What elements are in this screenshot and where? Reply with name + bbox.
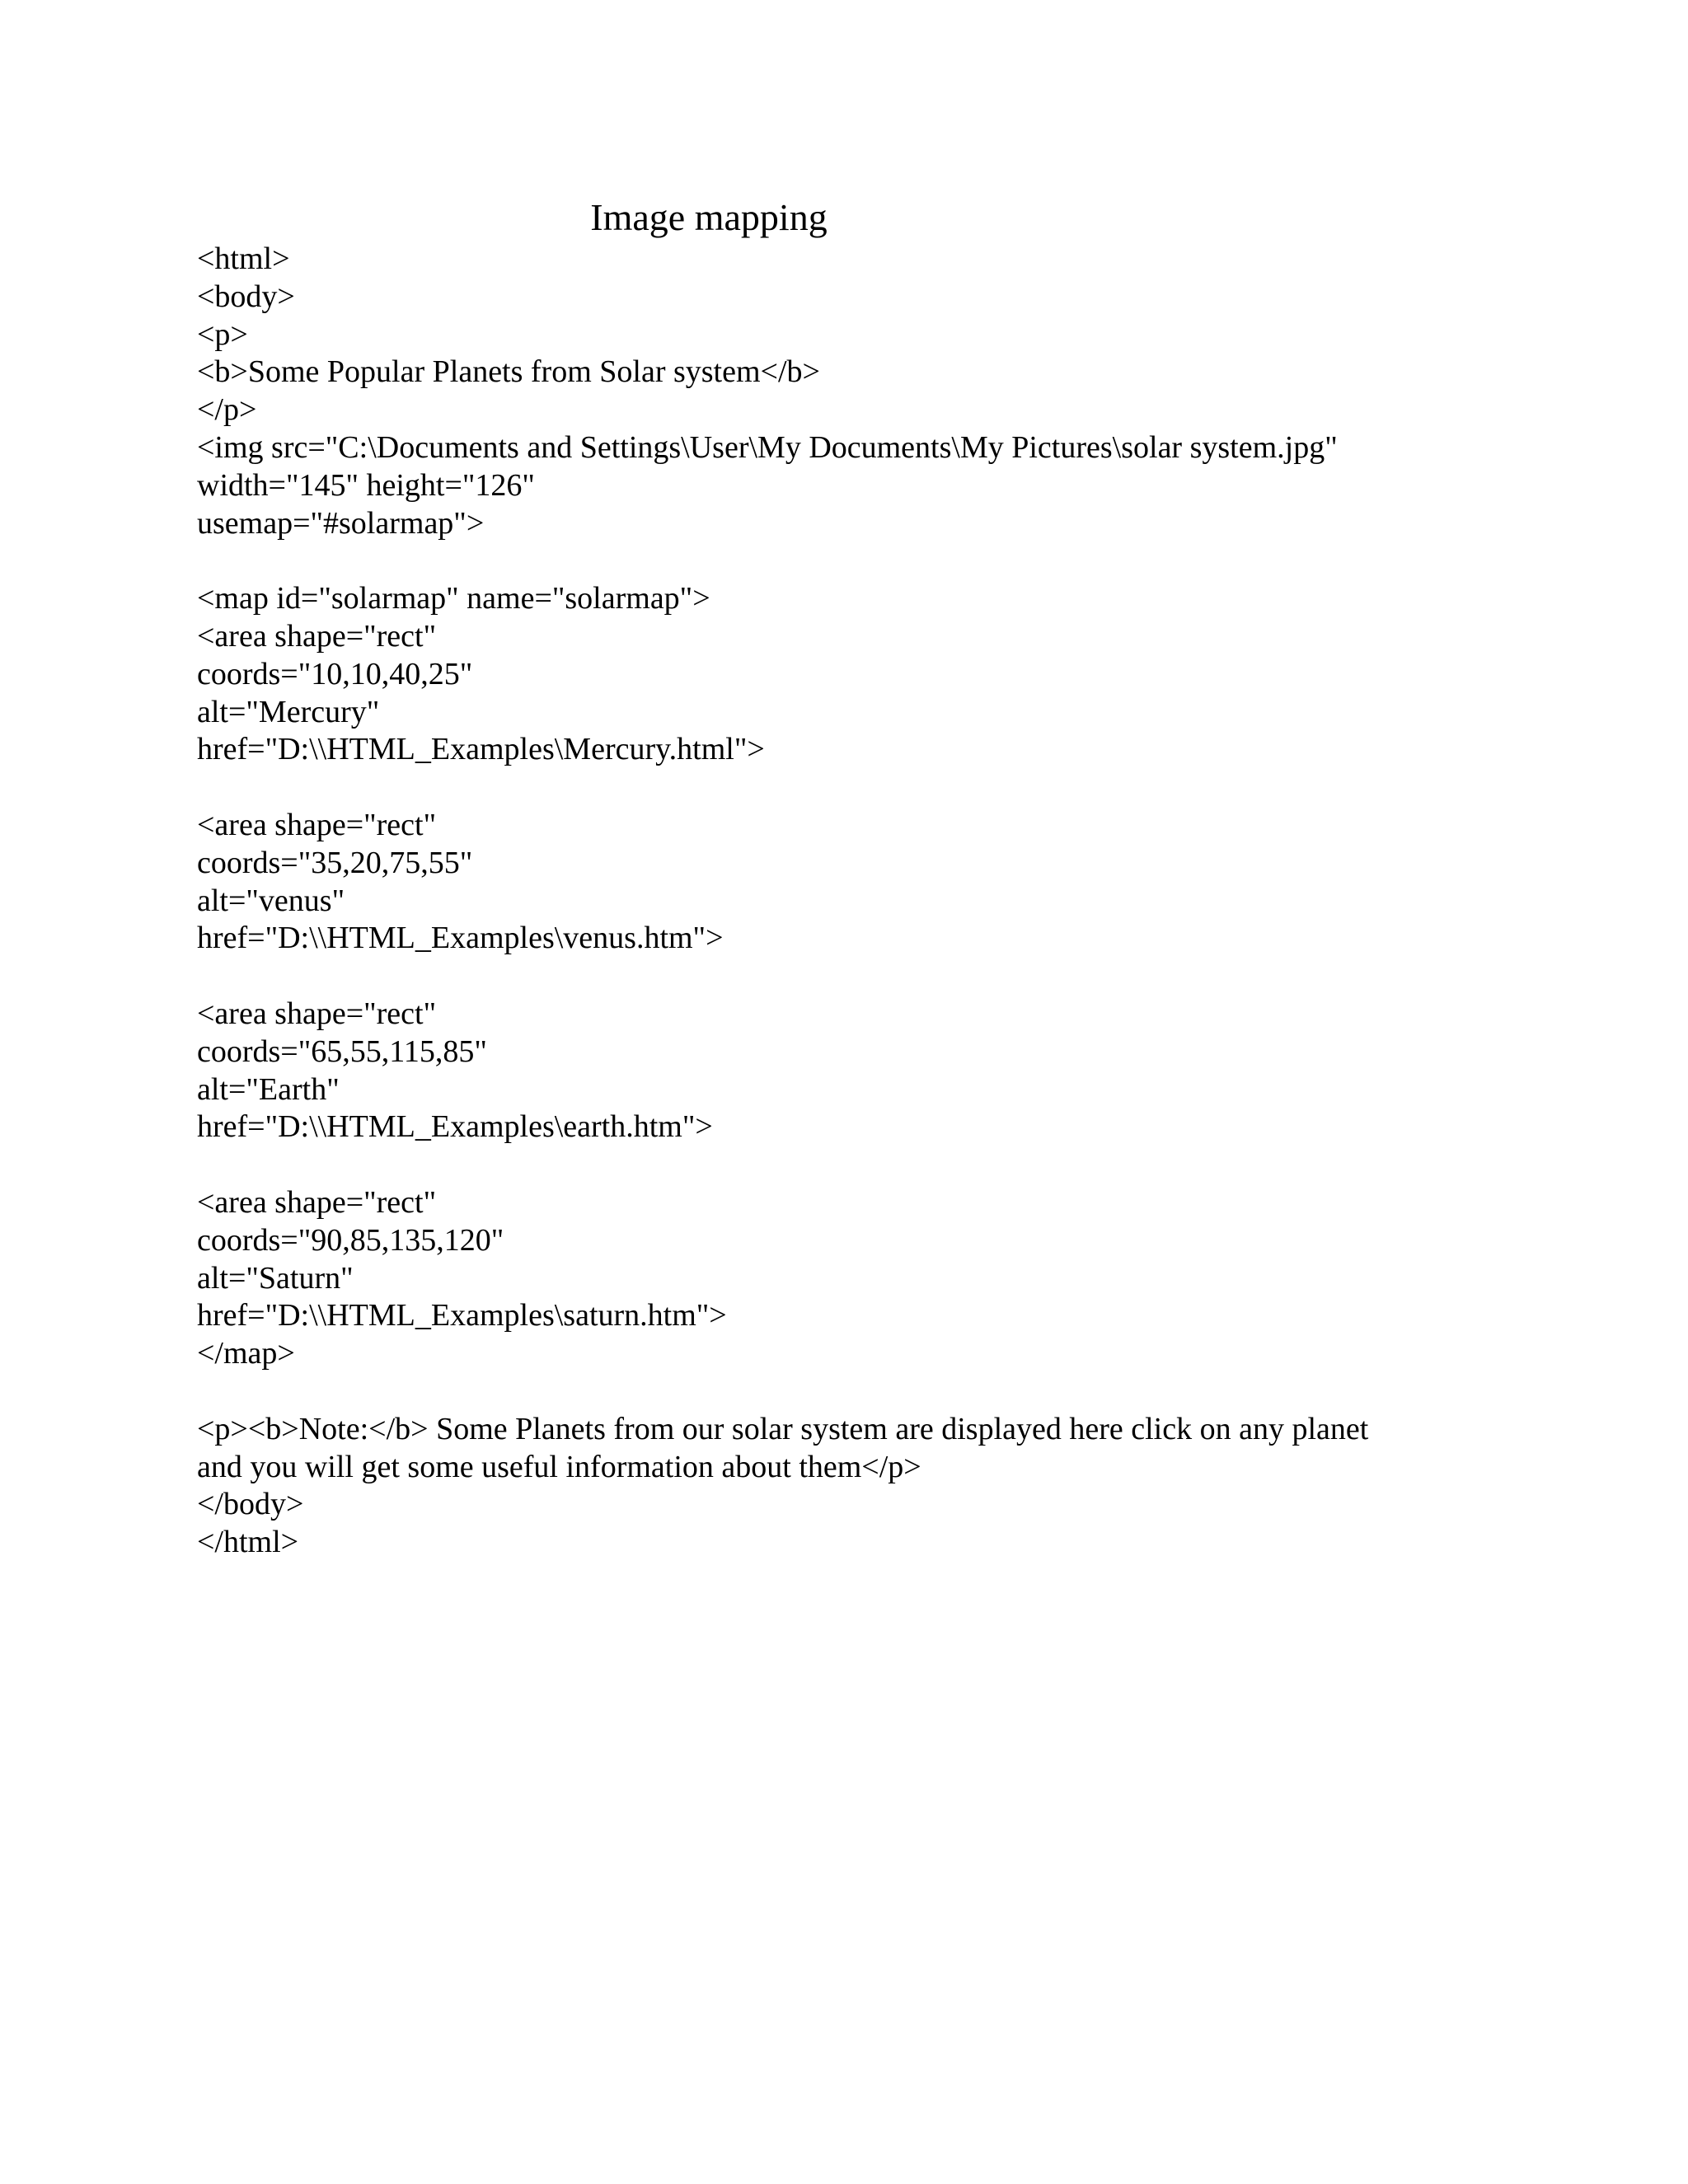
- code-line: href="D:\\HTML_Examples\Mercury.html">: [197, 732, 765, 767]
- code-line: <body>: [197, 279, 295, 314]
- code-line: <b>Some Popular Planets from Solar system</b>: [197, 354, 820, 390]
- code-line: coords="90,85,135,120": [197, 1222, 504, 1258]
- code-listing: [197, 241, 1598, 1562]
- code-line: <area shape="rect": [197, 996, 437, 1031]
- code-line: <area shape="rect": [197, 1184, 437, 1220]
- code-line: <area shape="rect": [197, 807, 437, 842]
- code-line: </html>: [197, 1525, 299, 1560]
- code-line: alt="venus": [197, 883, 345, 918]
- code-line: usemap="#solarmap">: [197, 505, 485, 541]
- code-line: <p><b>Note:</b> Some Planets from our solar system are displayed here click on any planet: [197, 1411, 1369, 1446]
- code-line: </map>: [197, 1336, 295, 1371]
- code-line: coords="10,10,40,25": [197, 656, 473, 691]
- blank-line: [197, 769, 1598, 807]
- code-line: </p>: [197, 392, 257, 428]
- code-line: width="145" height="126": [197, 467, 535, 503]
- code-line: <map id="solarmap" name="solarmap">: [197, 581, 710, 616]
- code-line: alt="Mercury": [197, 694, 380, 729]
- code-line: alt="Earth": [197, 1071, 340, 1107]
- code-line: <area shape="rect": [197, 618, 437, 654]
- code-line: href="D:\\HTML_Examples\venus.htm">: [197, 921, 724, 956]
- blank-line: [197, 1373, 1598, 1411]
- blank-line: [197, 1146, 1598, 1184]
- code-line: <p>: [197, 316, 248, 352]
- code-line: coords="65,55,115,85": [197, 1033, 487, 1069]
- blank-line: [197, 542, 1598, 580]
- code-line: </body>: [197, 1487, 304, 1522]
- code-line: coords="35,20,75,55": [197, 845, 473, 880]
- code-line: <html>: [197, 241, 290, 276]
- code-line: href="D:\\HTML_Examples\earth.htm">: [197, 1109, 713, 1145]
- code-line: <img src="C:\Documents and Settings\User\My Documents\My Pictures\solar system.jpg": [197, 429, 1338, 465]
- code-line: alt="Saturn": [197, 1260, 354, 1296]
- blank-line: [197, 958, 1598, 996]
- code-line: href="D:\\HTML_Examples\saturn.htm">: [197, 1298, 727, 1333]
- code-line: and you will get some useful information about them</p>: [197, 1449, 921, 1484]
- document-title: Image mapping: [590, 196, 828, 238]
